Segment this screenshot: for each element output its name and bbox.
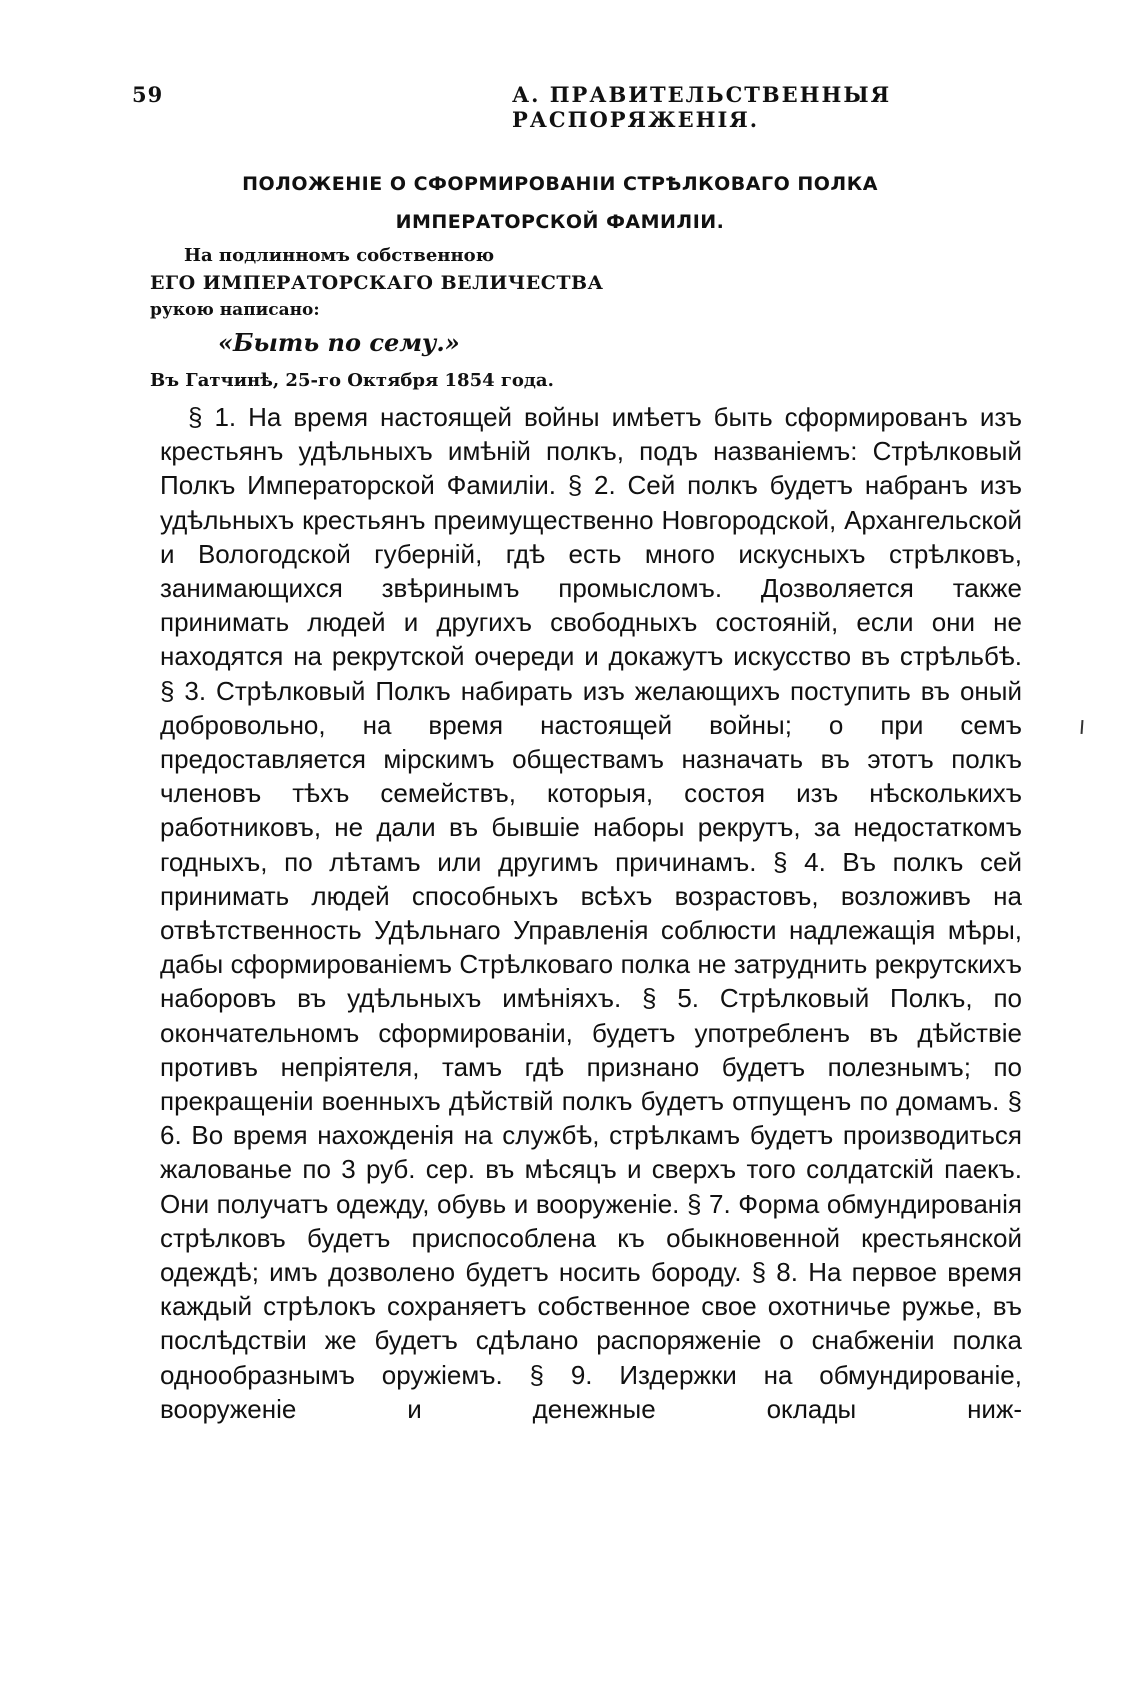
section-heading: А. ПРАВИТЕЛЬСТВЕННЫЯ РАСПОРЯЖЕНІЯ. [512,82,892,132]
page-number: 59 [132,82,164,107]
imperial-approval: «Быть по сему.» [218,328,460,357]
place-and-date: Въ Гатчинѣ, 25-го Октября 1854 года. [150,370,554,391]
imperial-signature-note [150,243,850,323]
margin-mark [1080,720,1084,736]
signature-line-1: На подлинномъ собственною [184,245,495,266]
running-head [132,82,1012,132]
document-title: ПОЛОЖЕНІЕ О СФОРМИРОВАНІИ СТРѢЛКОВАГО ПОЛКА ИМПЕРАТОРСКОЙ ФАМИЛІИ. [242,173,878,233]
signature-line-2: ЕГО ИМПЕРАТОРСКАГО ВЕЛИЧЕСТВА [150,272,604,294]
signature-line-3: рукою написано: [150,300,320,320]
regulation-body [160,400,1022,1426]
regulation-paragraph: § 1. На время настоящей войны имѣетъ быть сформированъ изъ крестьянъ удѣльныхъ имѣній полкъ, подъ названіемъ: Стрѣлковый Полкъ Императорской Фамиліи. § 2. Сей полкъ будетъ набранъ изъ удѣльныхъ крестьянъ преимущественно Новгородской, Архангельской и Вологодской губерній, гдѣ есть много искусныхъ стрѣлковъ, занимающихся звѣринымъ промысломъ. Дозволяется также принимать людей и другихъ свободныхъ состояній, если они не находятся на рекрутской очереди и докажутъ искусство въ стрѣльбѣ. § 3. Стрѣлковый Полкъ набирать изъ желающихъ поступить въ оный добровольно, на время настоящей войны; о при семъ предоставляется мірскимъ обществамъ назначать въ этотъ полкъ членовъ тѣхъ семействъ, которыя, состоя изъ нѣсколькихъ работниковъ, не дали въ бывшіе наборы рекрутъ, за недостаткомъ годныхъ, по лѣтамъ или другимъ причинамъ. § 4. Въ полкъ сей принимать людей способныхъ всѣхъ возрастовъ, возложивъ на отвѣтственность Удѣльнаго Управленія соблюсти надлежащія мѣры, дабы сформированіемъ Стрѣлковаго полка не затруднить рекрутскихъ наборовъ въ удѣльныхъ имѣніяхъ. § 5. Стрѣлковый Полкъ, по окончательномъ сформированіи, будетъ употребленъ въ дѣйствіе противъ непріятеля, тамъ гдѣ признано будетъ полезнымъ; по прекращеніи военныхъ дѣйствій полкъ будетъ отпущенъ по домамъ. § 6. Во время нахожденія на службѣ, стрѣлкамъ будетъ производиться жалованье по 3 руб. сер. въ мѣсяцъ и сверхъ того солдатскій паекъ. Они получатъ одежду, обувь и вооруженіе. § 7. Форма обмундированія стрѣлковъ будетъ приспособлена къ обыкновенной крестьянской одеждѣ; имъ дозволено будетъ носить бороду. § 8. На первое время каждый стрѣлокъ сохраняетъ собственное свое охотничье ружье, въ послѣдствіи же будетъ сдѣлано распоряженіе о снабженіи полка однообразнымъ оружіемъ. § 9. Издержки на обмундированіе, вооруженіе и денежные оклады ниж- [160,402,1022,1424]
